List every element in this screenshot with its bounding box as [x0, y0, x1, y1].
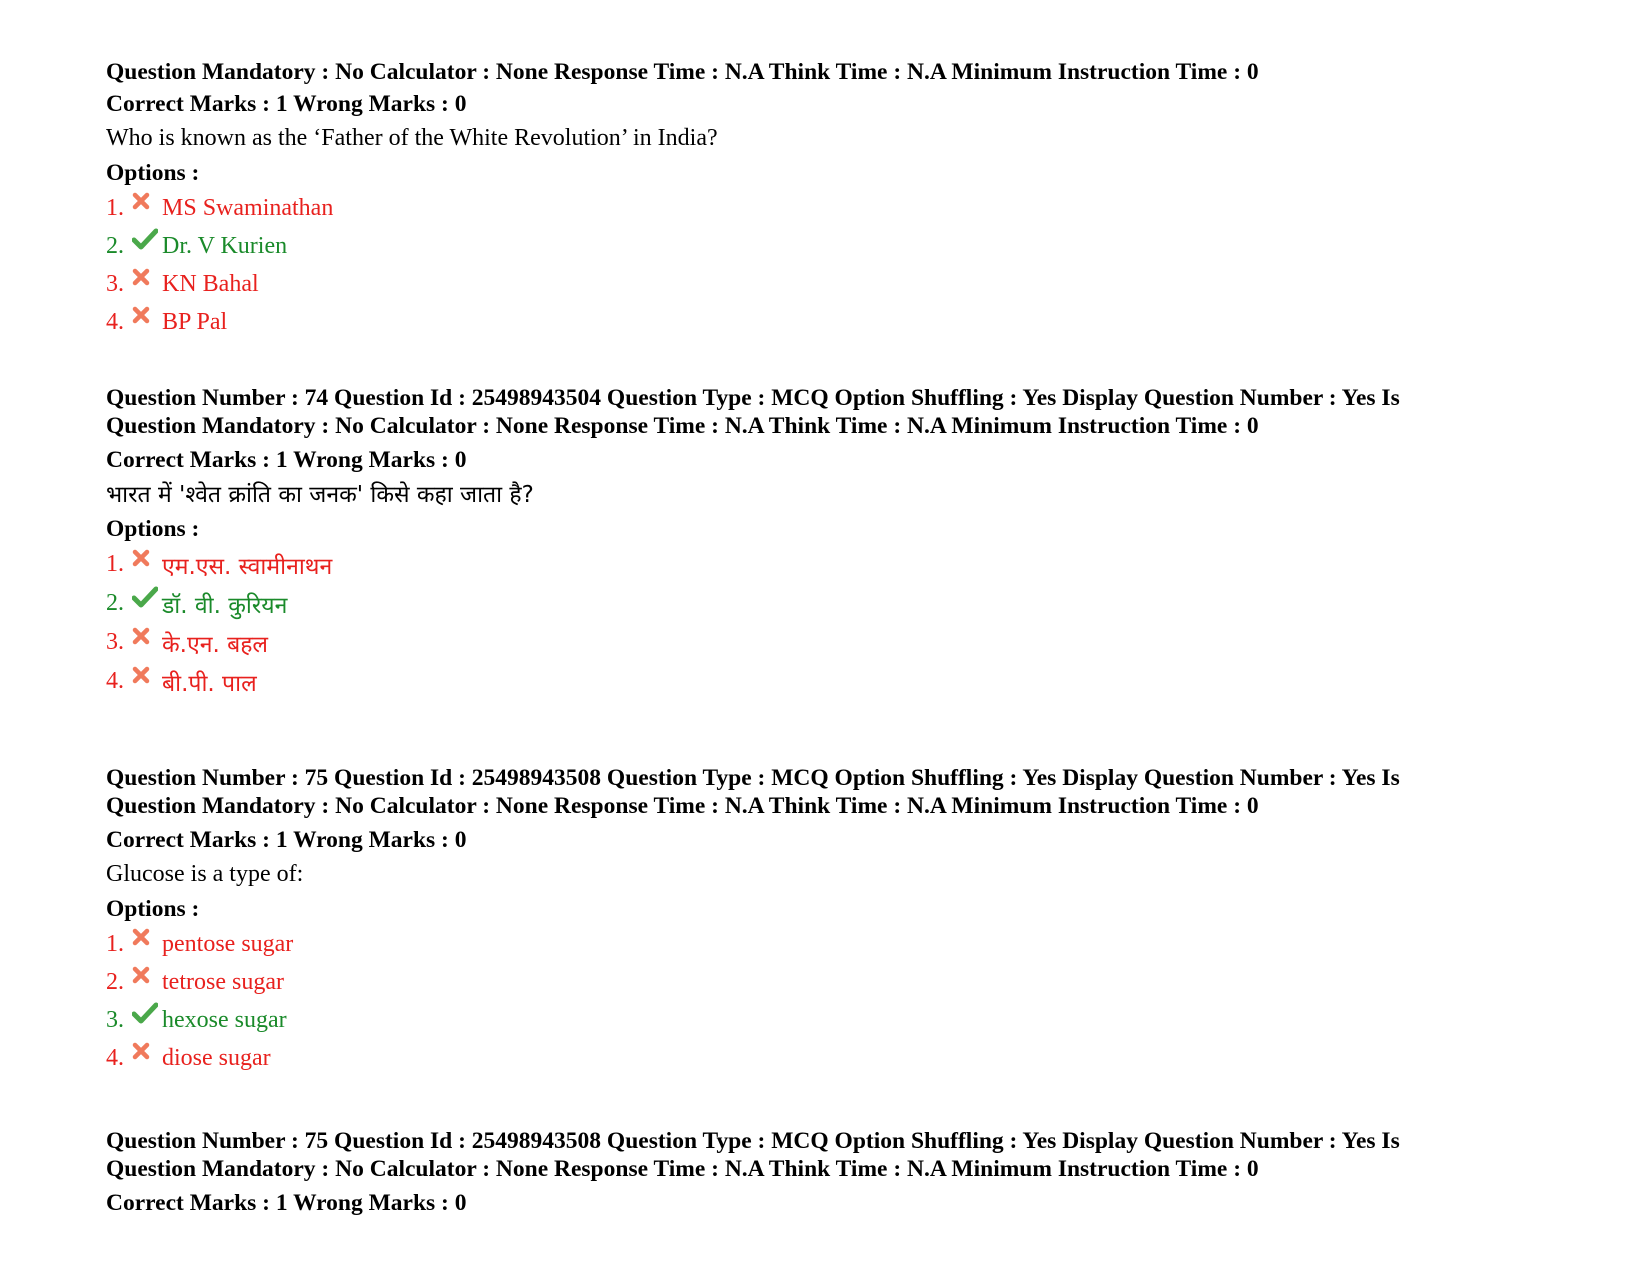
cross-icon	[132, 304, 162, 328]
option-text: hexose sugar	[162, 1006, 287, 1033]
option-text: के.एन. बहल	[162, 631, 269, 658]
cross-icon	[132, 266, 162, 290]
question-meta: Question Number : 74 Question Id : 25498943504 Question Type : MCQ Option Shuffling : Yes Display Question Number : Yes Is	[106, 385, 1400, 411]
option-number: 2.	[106, 968, 124, 995]
question-text: Glucose is a type of:	[106, 861, 304, 887]
option-text: MS Swaminathan	[162, 194, 334, 221]
options-list	[106, 925, 1606, 1077]
cross-icon	[132, 926, 162, 950]
question-meta: Question Number : 75 Question Id : 25498943508 Question Type : MCQ Option Shuffling : Yes Display Question Number : Yes Is	[106, 765, 1400, 791]
question-block-75-hindi	[106, 1127, 1606, 1217]
option-number: 4.	[106, 1044, 124, 1071]
option-number: 4.	[106, 668, 124, 694]
option-number: 3.	[106, 629, 124, 655]
question-meta: Question Mandatory : No Calculator : None Response Time : N.A Think Time : N.A Minimum Instruction Time : 0	[106, 1156, 1259, 1182]
option-item	[106, 545, 1606, 584]
option-text: KN Bahal	[162, 270, 259, 297]
question-meta: Question Mandatory : No Calculator : None Response Time : N.A Think Time : N.A Minimum Instruction Time : 0	[106, 793, 1259, 819]
marks-line: Correct Marks : 1 Wrong Marks : 0	[106, 447, 467, 473]
option-text: diose sugar	[162, 1044, 271, 1071]
option-number: 3.	[106, 1006, 124, 1033]
question-meta: Question Number : 75 Question Id : 25498943508 Question Type : MCQ Option Shuffling : Yes Display Question Number : Yes Is	[106, 1128, 1400, 1154]
options-label: Options :	[106, 516, 200, 542]
option-text: BP Pal	[162, 308, 228, 335]
option-number: 2.	[106, 590, 124, 616]
option-number: 4.	[106, 308, 124, 335]
option-number: 1.	[106, 551, 124, 577]
option-item	[106, 265, 1606, 303]
cross-icon	[132, 664, 162, 688]
option-item	[106, 1001, 1606, 1039]
option-number: 3.	[106, 270, 124, 297]
option-item	[106, 584, 1606, 623]
marks-line: Correct Marks : 1 Wrong Marks : 0	[106, 91, 467, 117]
question-text: भारत में 'श्वेत क्रांति का जनक' किसे कहा जाता है?	[106, 482, 534, 508]
option-number: 1.	[106, 194, 124, 221]
option-item	[106, 925, 1606, 963]
options-label: Options :	[106, 160, 200, 186]
question-meta: Question Mandatory : No Calculator : None Response Time : N.A Think Time : N.A Minimum Instruction Time : 0	[106, 59, 1259, 85]
cross-icon	[132, 1040, 162, 1064]
option-text: pentose sugar	[162, 930, 294, 957]
options-label: Options :	[106, 896, 200, 922]
check-icon	[132, 228, 162, 252]
option-item	[106, 1039, 1606, 1077]
cross-icon	[132, 625, 162, 649]
question-text: Who is known as the ‘Father of the White Revolution’ in India?	[106, 125, 718, 151]
option-item	[106, 623, 1606, 662]
cross-icon	[132, 547, 162, 571]
options-list	[106, 545, 1606, 701]
option-text: डॉ. वी. कुरियन	[162, 592, 288, 619]
check-icon	[132, 586, 162, 610]
option-number: 1.	[106, 930, 124, 957]
option-text: बी.पी. पाल	[162, 670, 257, 697]
check-icon	[132, 1002, 162, 1026]
options-list	[106, 189, 1606, 341]
marks-line: Correct Marks : 1 Wrong Marks : 0	[106, 1190, 467, 1216]
option-item	[106, 227, 1606, 265]
option-item	[106, 303, 1606, 341]
question-block-74	[106, 384, 1606, 701]
cross-icon	[132, 190, 162, 214]
option-text: एम.एस. स्वामीनाथन	[162, 553, 333, 580]
option-item	[106, 963, 1606, 1001]
option-number: 2.	[106, 232, 124, 259]
question-block-73	[106, 58, 1606, 341]
question-block-75	[106, 764, 1606, 1077]
cross-icon	[132, 964, 162, 988]
marks-line: Correct Marks : 1 Wrong Marks : 0	[106, 827, 467, 853]
option-text: Dr. V Kurien	[162, 232, 288, 259]
question-meta: Question Mandatory : No Calculator : None Response Time : N.A Think Time : N.A Minimum Instruction Time : 0	[106, 413, 1259, 439]
option-item	[106, 662, 1606, 701]
option-text: tetrose sugar	[162, 968, 284, 995]
option-item	[106, 189, 1606, 227]
